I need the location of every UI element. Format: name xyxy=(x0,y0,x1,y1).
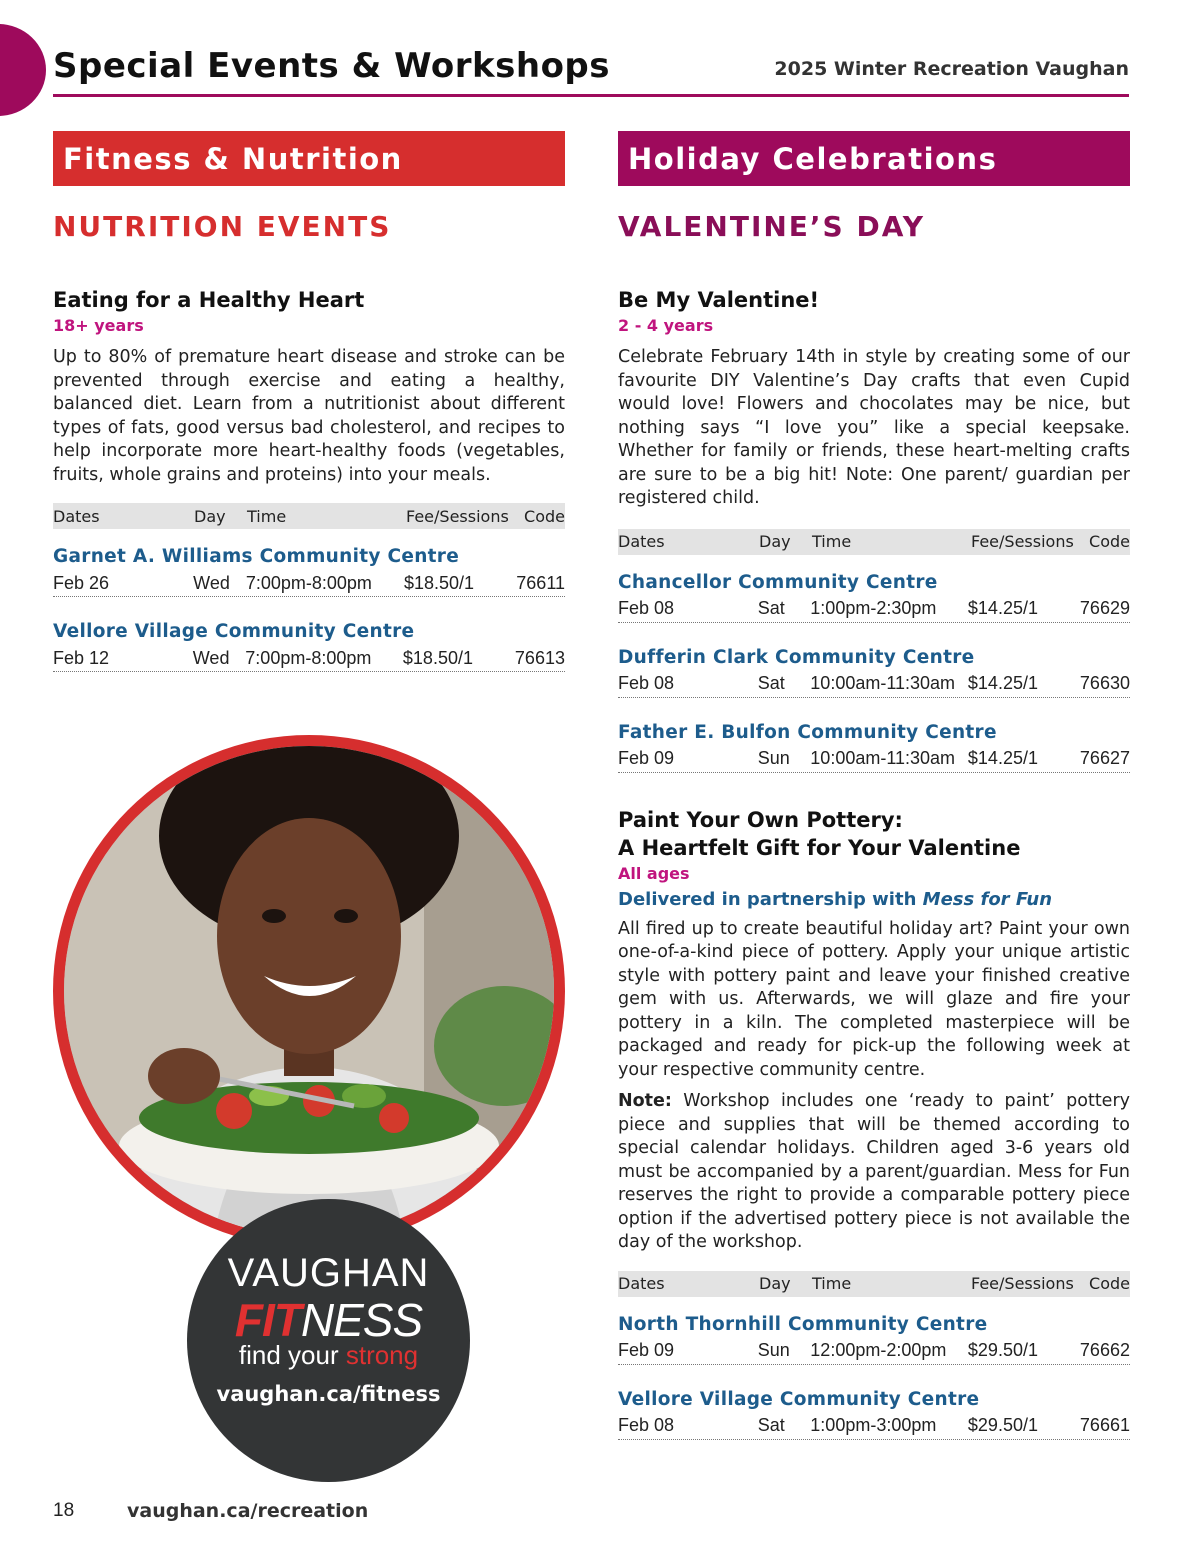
header-fee: Fee/Sessions xyxy=(971,1274,1074,1293)
row-time: 10:00am-11:30am xyxy=(810,748,956,768)
row-fee: $18.50/1 xyxy=(403,572,475,593)
table-row xyxy=(53,570,565,597)
row-code[interactable]: 76629 xyxy=(1079,598,1130,618)
row-date: Feb 08 xyxy=(618,598,675,618)
partner-prefix: Delivered in partnership with xyxy=(618,888,923,910)
event-description: Up to 80% of premature heart disease and stroke can be prevented through exercise and eating a healthy, balanced diet. Learn from a nutritionist about different types of fats, good versus bad cholesterol, and recipes to help incorporate more heart-healthy foods (vegetables, fruits, whole grains and proteins) into your meals. xyxy=(53,347,565,485)
row-time: 7:00pm-8:00pm xyxy=(245,647,372,668)
row-time: 10:00am-11:30am xyxy=(810,673,956,693)
badge-find-text: find your xyxy=(238,1340,346,1370)
row-day: Sat xyxy=(757,673,785,693)
schedule-table-header xyxy=(618,529,1130,555)
row-day: Sat xyxy=(757,598,785,618)
header-fee: Fee/Sessions xyxy=(406,506,509,526)
age-range: 18+ years xyxy=(53,316,144,335)
row-fee: $14.25/1 xyxy=(967,748,1038,768)
header-time: Time xyxy=(812,1274,852,1293)
partner-name: Mess for Fun xyxy=(922,888,1053,910)
badge-fitness-logo xyxy=(187,1293,470,1347)
header-dates: Dates xyxy=(618,532,665,551)
header-time: Time xyxy=(247,506,287,526)
table-row xyxy=(618,746,1130,773)
table-row xyxy=(618,596,1130,623)
left-column xyxy=(53,131,565,672)
venue-name: Chancellor Community Centre xyxy=(618,571,938,593)
corner-decoration xyxy=(0,24,46,116)
badge-ness-text: NESS xyxy=(300,1294,423,1346)
holiday-celebrations-banner: Holiday Celebrations xyxy=(618,131,1130,186)
venue-name: Dufferin Clark Community Centre xyxy=(618,646,975,668)
event-be-my-valentine xyxy=(618,286,1130,773)
vaughan-fitness-badge[interactable] xyxy=(187,1199,470,1482)
row-day: Wed xyxy=(193,572,230,593)
venue-block xyxy=(618,645,1130,698)
venue-name: Vellore Village Community Centre xyxy=(53,621,415,642)
badge-vaughan-text: VAUGHAN xyxy=(227,1251,430,1295)
event-healthy-heart xyxy=(53,286,565,672)
header-fee: Fee/Sessions xyxy=(971,532,1074,551)
row-day: Sun xyxy=(757,1340,790,1360)
row-code[interactable]: 76661 xyxy=(1079,1415,1130,1435)
venue-name: Vellore Village Community Centre xyxy=(618,1388,980,1410)
schedule-table-header xyxy=(53,503,565,529)
age-range: 2 - 4 years xyxy=(618,316,714,335)
nutrition-events-heading: NUTRITION EVENTS xyxy=(53,210,392,243)
row-day: Wed xyxy=(192,647,230,668)
row-time: 7:00pm-8:00pm xyxy=(245,572,372,593)
event-paint-pottery xyxy=(618,806,1130,1440)
event-title-line-1: Paint Your Own Pottery: xyxy=(618,807,903,832)
event-description: All fired up to create beautiful holiday art? Paint your own one-of-a-kind piece of pottery. Apply your unique artistic style with pottery paint and leave your finished creative gem with us. Afterwards, we will glaze and fire your pottery in a kiln. The completed masterpiece will be packaged and ready for pick-up the following week at your respective community centre. xyxy=(618,918,1130,1080)
header-code: Code xyxy=(524,506,565,526)
event-title: Be My Valentine! xyxy=(618,288,820,312)
row-fee: $14.25/1 xyxy=(967,673,1038,693)
header-divider xyxy=(53,94,1129,97)
badge-url-link[interactable]: vaughan.ca/fitness xyxy=(216,1382,441,1406)
row-fee: $29.50/1 xyxy=(967,1340,1038,1360)
row-date: Feb 09 xyxy=(618,1340,675,1360)
partner-line xyxy=(618,889,1130,910)
row-day: Sun xyxy=(757,748,790,768)
row-date: Feb 09 xyxy=(618,748,675,768)
header-day: Day xyxy=(194,506,226,526)
footer-url-link[interactable]: vaughan.ca/recreation xyxy=(127,1500,369,1522)
row-date: Feb 08 xyxy=(618,673,675,693)
row-time: 1:00pm-3:00pm xyxy=(810,1415,937,1435)
header-day: Day xyxy=(759,532,791,551)
age-range: All ages xyxy=(618,863,690,883)
row-fee: $14.25/1 xyxy=(967,598,1038,618)
woman-eating-salad-photo xyxy=(64,746,554,1236)
right-column xyxy=(618,131,1130,1440)
event-title: Eating for a Healthy Heart xyxy=(53,288,365,312)
row-time: 1:00pm-2:30pm xyxy=(810,598,937,618)
row-date: Feb 08 xyxy=(618,1415,675,1435)
row-date: Feb 12 xyxy=(53,647,110,668)
venue-name: Father E. Bulfon Community Centre xyxy=(618,721,997,743)
publication-title: 2025 Winter Recreation Vaughan xyxy=(774,58,1129,80)
table-row xyxy=(618,1413,1130,1440)
header-time: Time xyxy=(812,532,852,551)
row-code[interactable]: 76630 xyxy=(1079,673,1130,693)
venue-block xyxy=(618,720,1130,773)
row-code[interactable]: 76611 xyxy=(516,572,565,593)
venue-name: Garnet A. Williams Community Centre xyxy=(53,546,460,567)
schedule-table-header xyxy=(618,1271,1130,1297)
row-day: Sat xyxy=(757,1415,785,1435)
event-title-line-2: A Heartfelt Gift for Your Valentine xyxy=(618,835,1021,860)
header-dates: Dates xyxy=(53,506,100,526)
venue-block xyxy=(618,1387,1130,1440)
row-code[interactable]: 76627 xyxy=(1079,748,1130,768)
header-code: Code xyxy=(1089,532,1130,551)
page-number: 18 xyxy=(53,1500,75,1521)
row-time: 12:00pm-2:00pm xyxy=(810,1340,947,1360)
table-row xyxy=(618,671,1130,698)
venue-block xyxy=(618,1312,1130,1365)
badge-tagline xyxy=(187,1340,470,1371)
page-title: Special Events & Workshops xyxy=(53,46,610,86)
note-text: Workshop includes one ‘ready to paint’ pottery piece and supplies that will be themed according to special calendar holidays. Children aged 3-6 years old must be accompanied by a parent/guardian. Mess for Fun reserves the right to provide a comparable pottery piece option if the advertised pottery piece is not available the day of the workshop. xyxy=(618,1091,1130,1252)
venue-block xyxy=(618,570,1130,623)
event-note xyxy=(618,1090,1130,1255)
valentines-day-heading: VALENTINE’S DAY xyxy=(618,210,925,243)
table-row xyxy=(53,645,565,672)
badge-strong-text: strong xyxy=(345,1340,419,1370)
header-code: Code xyxy=(1089,1274,1130,1293)
note-label: Note: xyxy=(618,1091,672,1111)
badge-fit-text: FIT xyxy=(234,1294,301,1346)
row-fee: $18.50/1 xyxy=(402,647,473,668)
venue-block xyxy=(53,544,565,597)
header-day: Day xyxy=(759,1274,791,1293)
row-code[interactable]: 76662 xyxy=(1079,1340,1130,1360)
fitness-nutrition-banner: Fitness & Nutrition xyxy=(53,131,565,186)
header-dates: Dates xyxy=(618,1274,665,1293)
photo-illustration xyxy=(64,746,554,1236)
venue-block xyxy=(53,619,565,672)
row-date: Feb 26 xyxy=(53,572,110,593)
row-fee: $29.50/1 xyxy=(967,1415,1038,1435)
row-code[interactable]: 76613 xyxy=(514,647,565,668)
venue-name: North Thornhill Community Centre xyxy=(618,1313,988,1335)
table-row xyxy=(618,1338,1130,1365)
event-description: Celebrate February 14th in style by creating some of our favourite DIY Valentine’s Day crafts that even Cupid would love! Flowers and chocolates may be nice, but nothing says “I love you” like a special keepsake. Whether for family or friends, these heart-melting crafts are sure to be a big hit! Note: One parent/ guardian per registered child. xyxy=(618,347,1130,508)
